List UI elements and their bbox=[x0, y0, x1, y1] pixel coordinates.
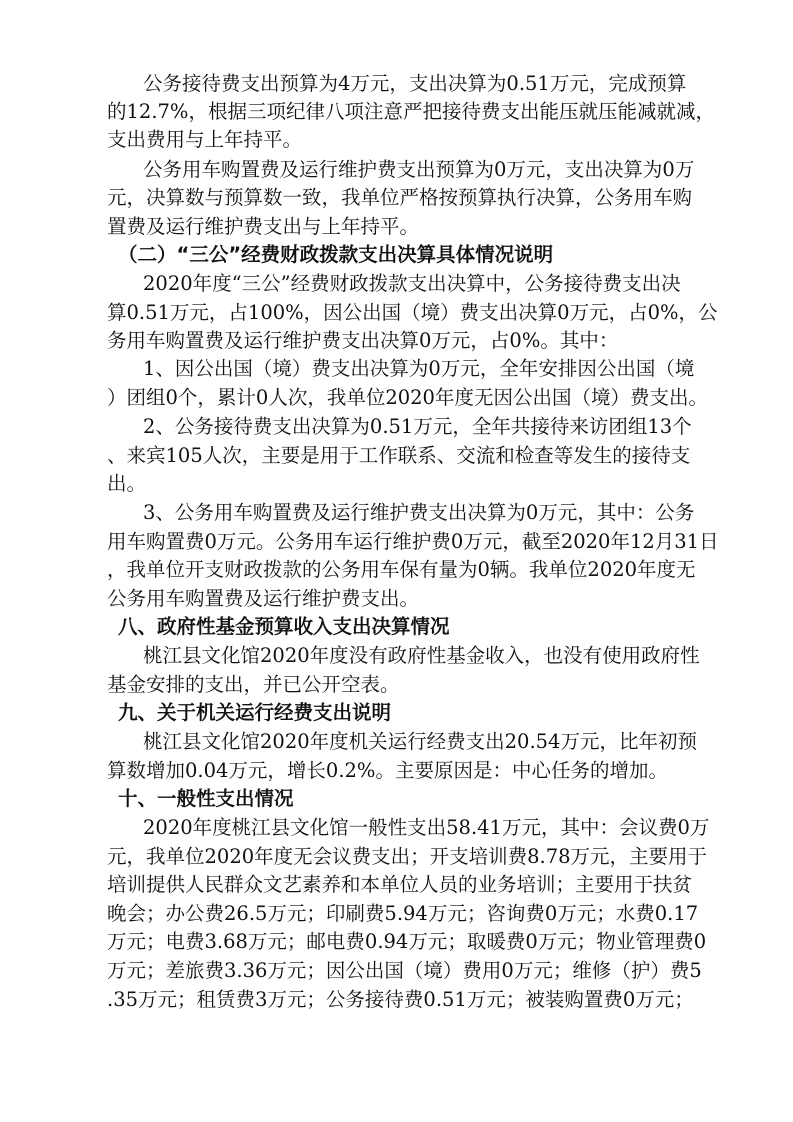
paragraph-line: ，我单位开支财政拨款的公务用车保有量为0辆。我单位2020年度无 bbox=[107, 558, 696, 581]
paragraph-line: 支出费用与上年持平。 bbox=[107, 128, 303, 151]
section-heading: 八、政府性基金预算收入支出决算情况 bbox=[118, 615, 450, 638]
paragraph-line: .35万元；租赁费3万元；公务接待费0.51万元；被装购置费0万元； bbox=[107, 988, 694, 1011]
paragraph-line: 公务接待费支出预算为4万元，支出决算为0.51万元，完成预算 bbox=[143, 72, 687, 95]
paragraph-line: 2、公务接待费支出决算为0.51万元，全年共接待来访团组13个 bbox=[143, 415, 692, 438]
paragraph-line: 基金安排的支出，并已公开空表。 bbox=[107, 673, 400, 696]
section-heading: 九、关于机关运行经费支出说明 bbox=[118, 701, 392, 724]
paragraph-line: 桃江县文化馆2020年度没有政府性基金收入，也没有使用政府性 bbox=[143, 644, 700, 667]
paragraph-line: 公务用车购置费及运行维护费支出。 bbox=[107, 587, 420, 610]
paragraph-line: 、来宾105人次，主要是用于工作联系、交流和检查等发生的接待支 bbox=[107, 444, 691, 467]
section-heading: （二）“三公”经费财政拨款支出决算具体情况说明 bbox=[118, 243, 554, 266]
paragraph-line: 桃江县文化馆2020年度机关运行经费支出20.54万元，比年初预 bbox=[143, 730, 697, 753]
paragraph-line: 公务用车购置费及运行维护费支出预算为0万元，支出决算为0万 bbox=[143, 158, 695, 181]
paragraph-line: 置费及运行维护费支出与上年持平。 bbox=[107, 215, 420, 238]
paragraph-line: 务用车购置费及运行维护费支出决算0万元，占0%。其中： bbox=[107, 329, 619, 352]
paragraph-line: ）团组0个，累计0人次，我单位2020年度无因公出国（境）费支出。 bbox=[107, 386, 708, 409]
paragraph-line: 万元；差旅费3.36万元；因公出国（境）费用0万元；维修（护）费5 bbox=[107, 959, 702, 982]
paragraph-line: 的12.7%，根据三项纪律八项注意严把接待费支出能压就压能减就减， bbox=[107, 100, 715, 123]
paragraph-line: 算数增加0.04万元，增长0.2%。主要原因是：中心任务的增加。 bbox=[107, 759, 668, 782]
paragraph-line: 培训提供人民群众文艺素养和本单位人员的业务培训；主要用于扶贫 bbox=[107, 873, 693, 896]
paragraph-line: 元，决算数与预算数一致，我单位严格按预算执行决算，公务用车购 bbox=[107, 186, 693, 209]
paragraph-line: 3、公务用车购置费及运行维护费支出决算为0万元，其中：公务 bbox=[143, 501, 695, 524]
paragraph-line: 用车购置费0万元。公务用车运行维护费0万元，截至2020年12月31日 bbox=[107, 530, 719, 553]
paragraph-line: 1、因公出国（境）费支出决算为0万元，全年安排因公出国（境 bbox=[143, 357, 695, 380]
paragraph-line: 出。 bbox=[107, 472, 147, 495]
paragraph-line: 2020年度“三公”经费财政拨款支出决算中，公务接待费支出决 bbox=[143, 272, 681, 295]
paragraph-line: 晚会；办公费26.5万元；印刷费5.94万元；咨询费0万元；水费0.17 bbox=[107, 902, 699, 925]
paragraph-line: 元，我单位2020年度无会议费支出；开支培训费8.78万元，主要用于 bbox=[107, 845, 708, 868]
paragraph-line: 算0.51万元，占100%，因公出国（境）费支出决算0万元，占0%，公 bbox=[107, 301, 718, 324]
section-heading: 十、一般性支出情况 bbox=[118, 787, 294, 810]
paragraph-line: 万元；电费3.68万元；邮电费0.94万元；取暖费0万元；物业管理费0 bbox=[107, 930, 707, 953]
paragraph-line: 2020年度桃江县文化馆一般性支出58.41万元，其中：会议费0万 bbox=[143, 816, 710, 839]
